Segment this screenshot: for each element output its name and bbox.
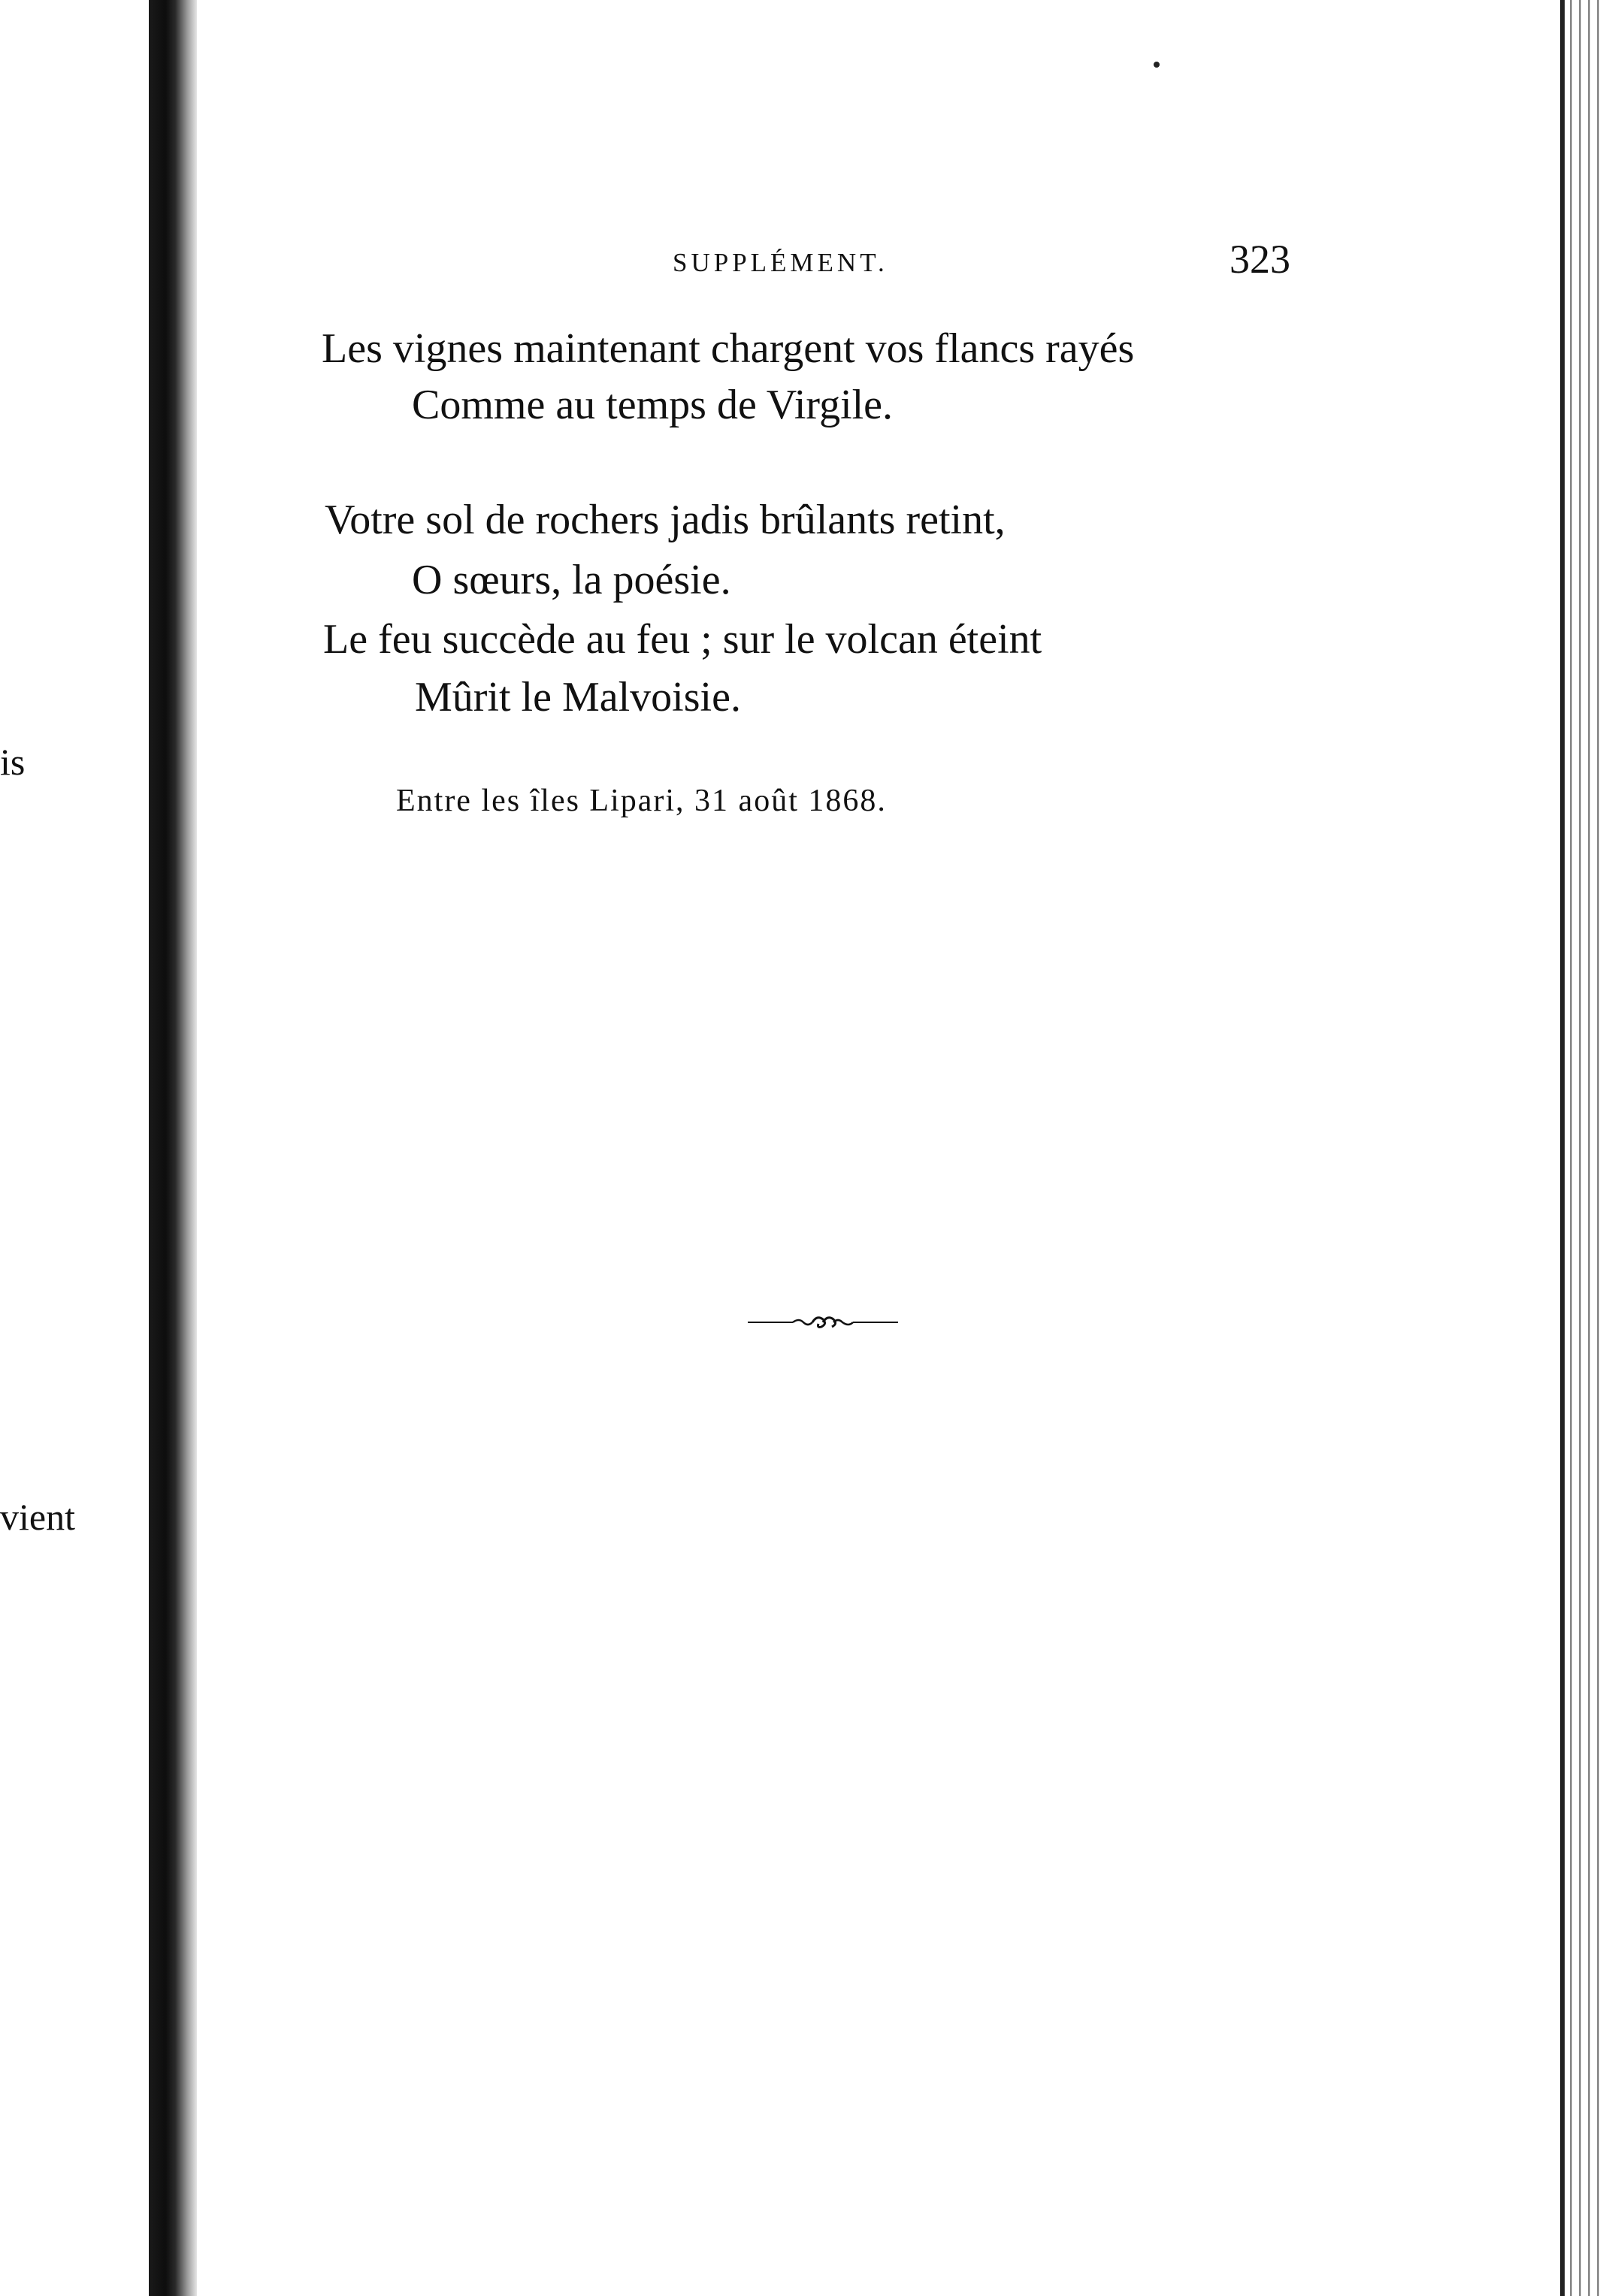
- tailpiece-ornament: [748, 1307, 898, 1337]
- verse-line: Comme au temps de Virgile.: [412, 382, 894, 428]
- previous-page-edge: [0, 0, 150, 2296]
- previous-page-fragment: is: [0, 741, 26, 783]
- page-edge-shadow: [1560, 0, 1565, 2296]
- verse-line: O sœurs, la poésie.: [412, 557, 731, 603]
- previous-page-fragment: vient: [0, 1496, 75, 1538]
- print-speck: [1154, 62, 1160, 68]
- dateline: Entre les îles Lipari, 31 août 1868.: [396, 784, 887, 818]
- verse-line: Votre sol de rochers jadis brûlants retint,: [325, 497, 1006, 543]
- verse-line: Les vignes maintenant chargent vos flancs rayés: [322, 325, 1135, 372]
- running-title: SUPPLÉMENT.: [673, 248, 888, 277]
- verse-line: Le feu succède au feu ; sur le volcan éteint: [323, 616, 1042, 663]
- page-number: 323: [1229, 237, 1290, 282]
- verse-line: Mûrit le Malvoisie.: [415, 674, 741, 721]
- book-gutter: [149, 0, 197, 2296]
